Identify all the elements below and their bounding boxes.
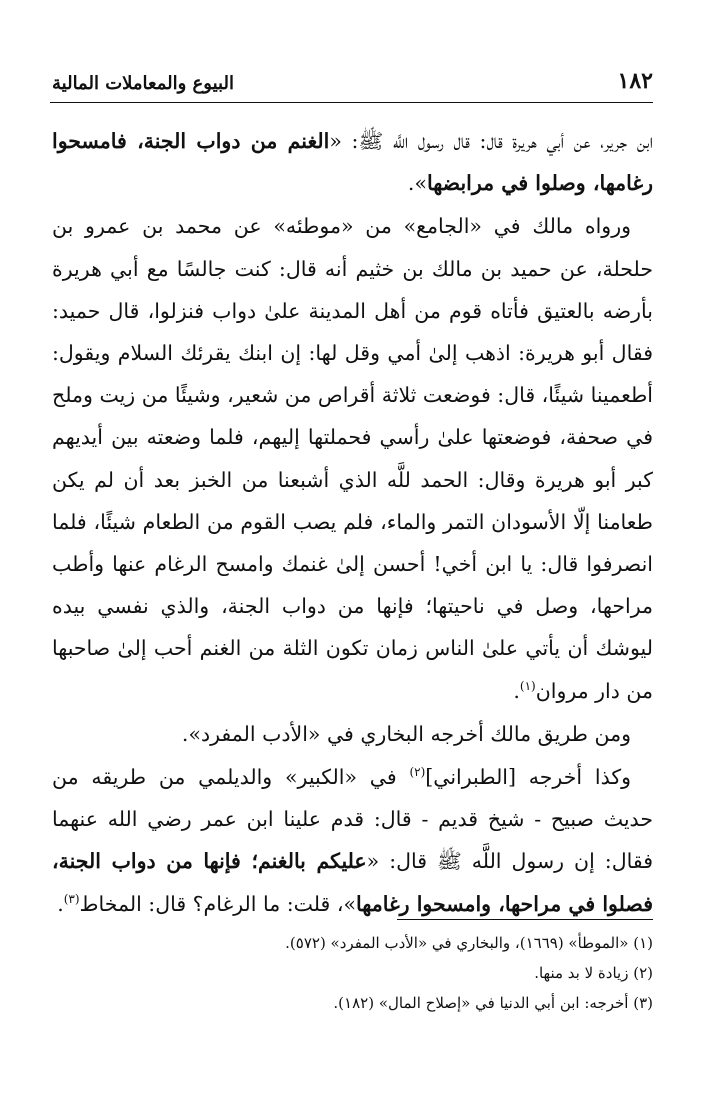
paragraph-4-part3: »، قلت: ما الرغام؟ قال: المخاط	[79, 891, 357, 916]
header-divider	[50, 102, 653, 103]
paragraph-2-end: .	[513, 678, 520, 703]
footnote-divider	[397, 919, 653, 920]
paragraph-2	[52, 205, 653, 711]
footnote-1: (١) «الموطأ» (١٦٦٩)، والبخاري في «الأدب المفرد» (٥٧٢).	[285, 934, 653, 952]
footnote-mark-3: (٣)	[63, 891, 80, 906]
paragraph-3: ومن طريق مالك أخرجه البخاري في «الأدب المفرد».	[181, 721, 631, 746]
paragraph-1	[52, 120, 653, 204]
paragraph-1-intro: ابن جرير، عن أبي هريرة قال: قال رسول اللَّه ﷺ: «	[329, 129, 653, 153]
footnote-mark-2: (٢)	[409, 765, 426, 780]
footnote-2: (٢) زيادة لا بد منها.	[534, 964, 653, 982]
running-title: البيوع والمعاملات المالية	[52, 73, 234, 94]
page-number: ١٨٢	[617, 68, 653, 94]
paragraph-4-end: .	[57, 891, 64, 916]
paragraph-4-part1: وكذا أخرجه [الطبراني]	[425, 765, 631, 790]
paragraph-4-part2: في «الكبير» والديلمي من طريقه من حديث صبيح - شيخ قديم - قال: قدم علينا ابن عمر رضي الله عنهما فقال: إن رسول اللَّه ﷺ قال: «	[52, 765, 654, 874]
paragraph-4-hadith: عليكم بالغنم؛ فإنها من دواب الجنة، فصلوا في مراحها، وامسحوا رغامها	[52, 849, 653, 916]
paragraph-2-text: ورواه مالك في «الجامع» من «موطئه» عن محمد بن عمرو بن حلحلة، عن حميد بن مالك بن خثيم أنه قال: كنت جالسًا مع أبي هريرة بأرضه بالعتيق فأتاه قوم من أهل المدينة علىٰ دواب فنزلوا، قال حميد: فقال أبو هريرة: اذهب إلىٰ أمي وقل لها: إن ابنك يقرئك السلام ويقول: أطعمينا شيئًا، قال: فوضعت ثلاثة أقراص من شعير، وشيئًا من زيت وملح في صحفة، فوضعتها علىٰ رأسي فحملتها إليهم، فلما وضعته بين أيديهم كبر أبو هريرة وقال: الحمد للَّه الذي أشبعنا من الخبز بعد أن لم يكن طعامنا إلّا الأسودان التمر والماء، فلم يصب القوم من الطعام شيئًا، فلما انصرفوا قال: يا ابن أخي! أحسن إلىٰ غنمك وامسح الرغام عنها وأطب مراحها، وصل في ناحيتها؛ فإنها من دواب الجنة، والذي نفسي بيده ليوشك أن يأتي علىٰ الناس زمان تكون الثلة من الغنم أحب إلىٰ صاحبها من دار مروان	[52, 214, 653, 703]
main-text	[52, 120, 653, 925]
page-header	[52, 60, 653, 94]
paragraph-1-hadith: الغنم من دواب الجنة، فامسحوا رغامها، وصلوا في مرابضها	[52, 129, 653, 196]
paragraph-4	[52, 756, 653, 925]
footnote-mark-1: (١)	[519, 678, 536, 693]
paragraph-1-end: ».	[407, 171, 427, 196]
footnote-3: (٣) أخرجه: ابن أبي الدنيا في «إصلاح المال» (١٨٢).	[333, 994, 653, 1012]
footnotes	[52, 928, 653, 1018]
